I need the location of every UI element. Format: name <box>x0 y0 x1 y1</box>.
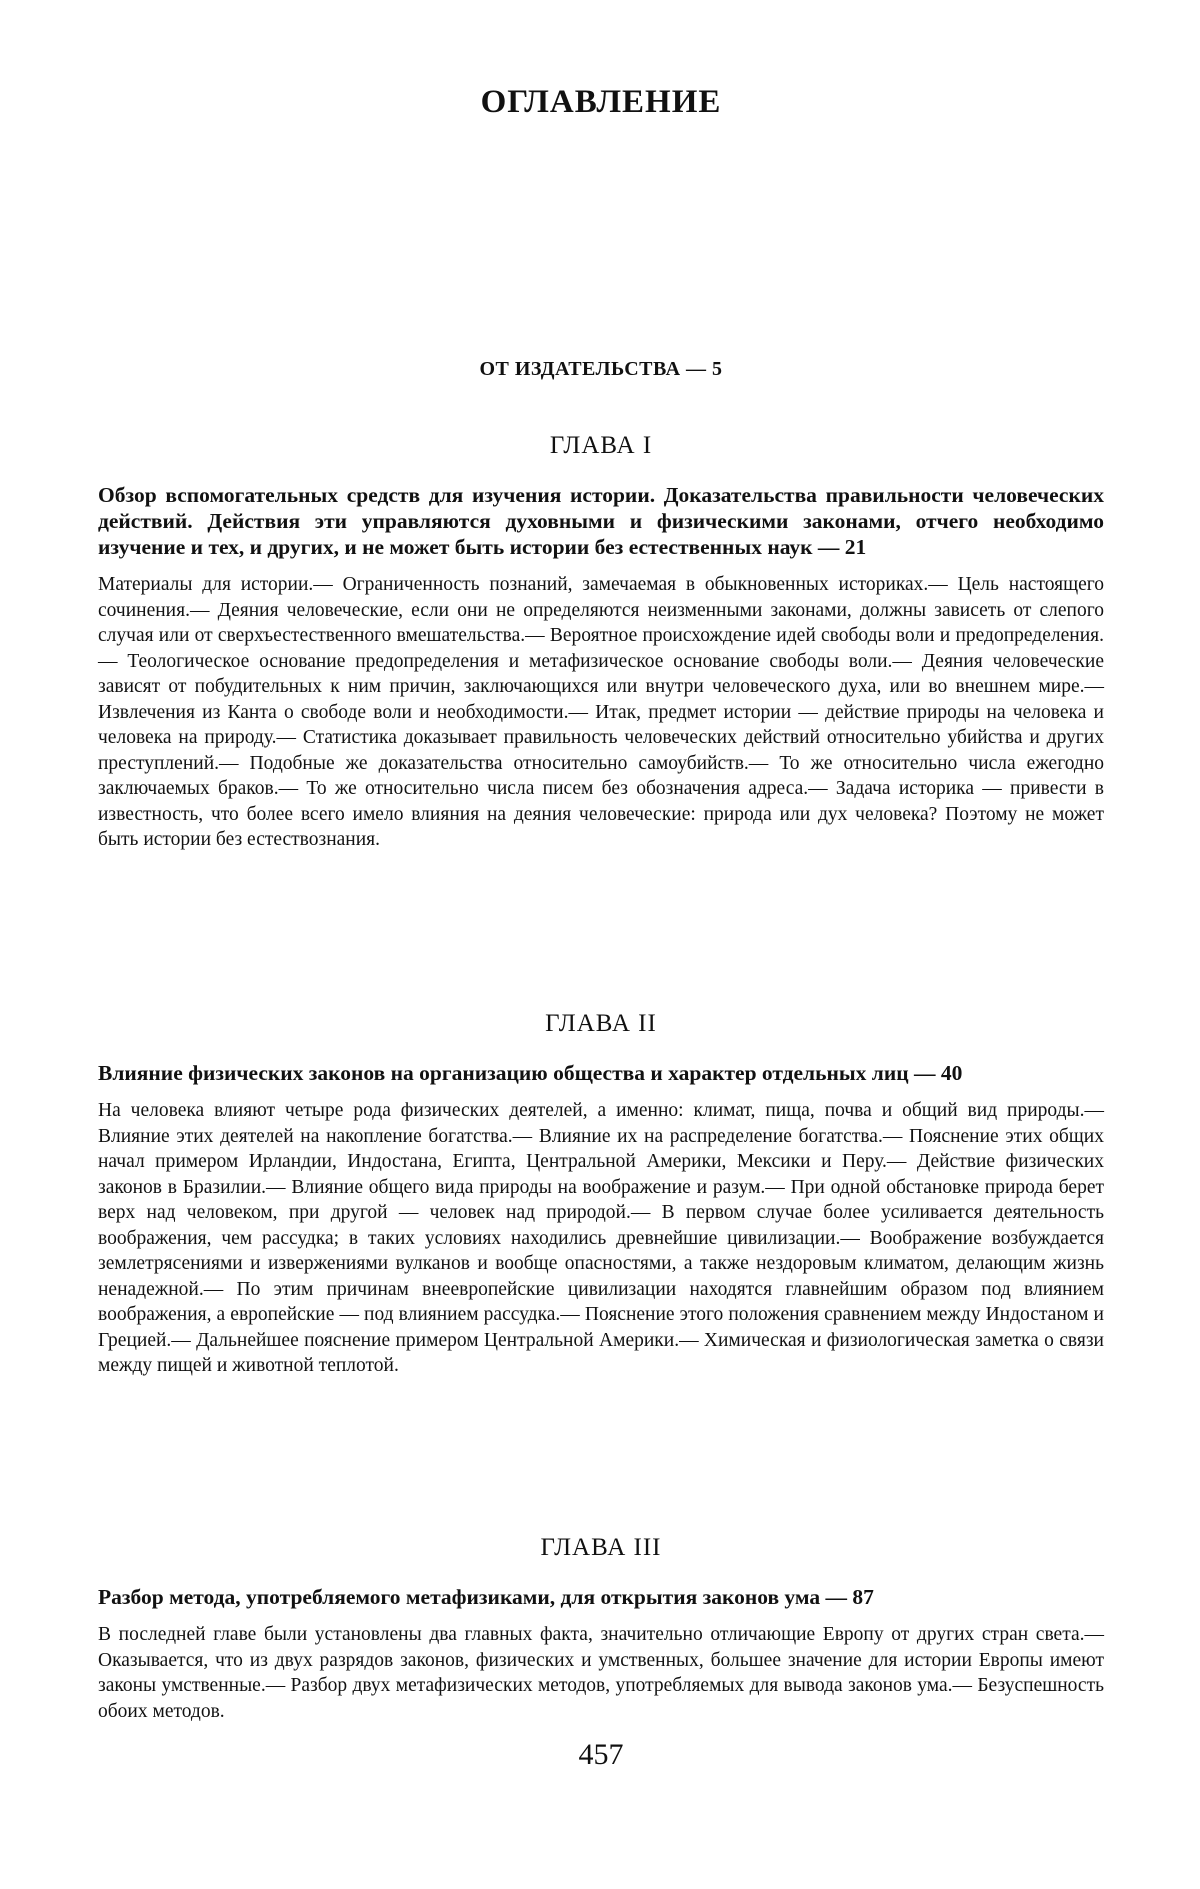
chapter-heading: ГЛАВА II <box>545 1010 657 1037</box>
toc-page <box>98 0 1104 1889</box>
chapter-title: Влияние физических законов на организацию общества и характер отдельных лиц — 40 <box>98 1061 963 1085</box>
chapter-1 <box>98 432 1104 853</box>
page-number: 457 <box>578 1738 624 1771</box>
chapter-heading: ГЛАВА I <box>549 432 653 459</box>
chapter-summary: В последней главе были установлены два главных факта, значительно отличающие Европу от других стран света.— Оказывается, что из двух разрядов законов, физических и умственных, большее значение для истории Европы имеют законы умственные.— Разбор двух метафизических методов, употребляемых для вывода законов ума.— Безуспешность обоих методов. <box>98 1624 1104 1722</box>
chapter-title: Разбор метода, употребляемого метафизиками, для открытия законов ума — 87 <box>98 1585 874 1609</box>
chapter-summary: На человека влияют четыре рода физических деятелей, а именно: климат, пища, почва и общий вид природы.— Влияние этих деятелей на накопление богатства.— Влияние их на распределение богатства.— Пояснение этих общих начал примером Ирландии, Индостана, Египта, Центральной Америки, Мексики и Перу.— Действие физических законов в Бразилии.— Влияние общего вида природы на воображение и разум.— При одной обстановке природа берет верх над человеком, при другой — человек над природой.— В первом случае более усиливается деятельность воображения, чем рассудка; в таких условиях находились древнейшие цивилизации.— Воображение возбуждается землетрясениями и извержениями вулканов и вообще опасностями, а также нездоровым климатом, делающим жизнь ненадежной.— По этим причинам внеевропейские цивилизации находятся главнейшим образом под влиянием воображения, а европейские — под влиянием рассудка.— Пояснение этого положения сравнением между Индостаном и Грецией.— Дальнейшее пояснение примером Центральной Америки.— Химическая и физиологическая заметка о связи между пищей и животной теплотой. <box>98 1100 1104 1376</box>
chapter-summary: Материалы для истории.— Ограниченность познаний, замечаемая в обыкновенных историках.— Цель настоящего сочинения.— Деяния человеческие, если они не определяются неизменными законами, должны зависеть от слепого случая или от сверхъестественного вмешательства.— Вероятное происхождение идей свободы воли и предопределения.— Теологическое основание предопределения и метафизическое основание свободы воли.— Деяния человеческие зависят от побудительных к ним причин, заключающихся или внутри человеческого духа, или во внешнем мире.— Извлечения из Канта о свободе воли и необходимости.— Итак, предмет истории — действие природы на человека и человека на природу.— Статистика доказывает правильность человеческих действий относительно убийства и других преступлений.— Подобные же доказательства относительно самоубийств.— То же относительно числа ежегодно заключаемых браков.— То же относительно числа писем без обозначения адреса.— Задача историка — привести в известность, что более всего имело влияния на деяния человеческие: природа или дух человека? Поэтому не может быть истории без естествознания. <box>98 574 1104 850</box>
chapter-3 <box>98 1534 1104 1724</box>
chapter-title: Обзор вспомогательных средств для изучения истории. Доказательства правильности человеческих действий. Действия эти управляются духовными и физическими законами, отчего необходимо изучение и тех, и других, и не может быть истории без естественных наук — 21 <box>98 483 1104 559</box>
publisher-entry: ОТ ИЗДАТЕЛЬСТВА — 5 <box>479 358 723 380</box>
chapter-heading: ГЛАВА III <box>540 1534 662 1561</box>
page-title: ОГЛАВЛЕНИЕ <box>480 84 722 120</box>
chapter-2 <box>98 1010 1104 1379</box>
